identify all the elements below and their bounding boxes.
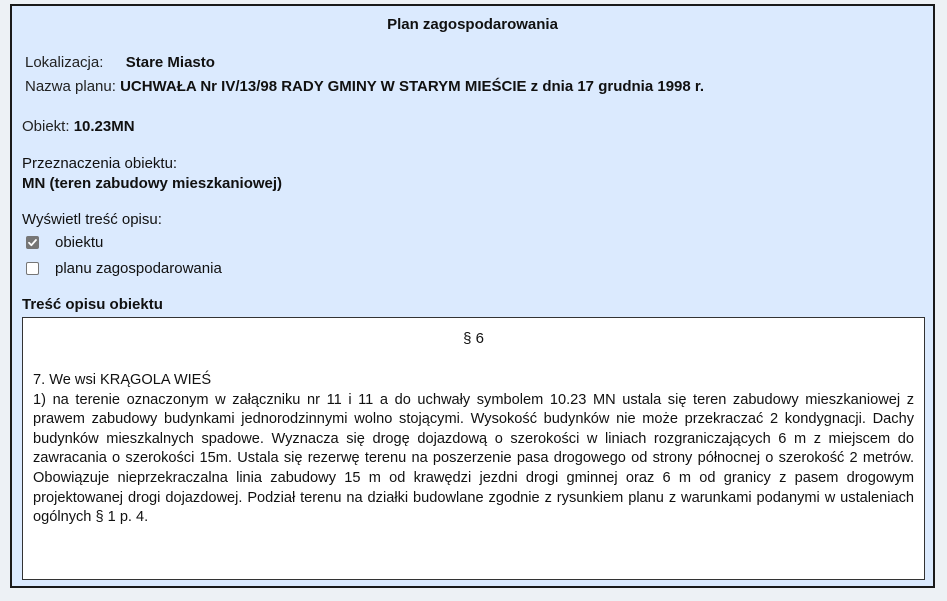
- purpose-value: MN (teren zabudowy mieszkaniowej): [22, 175, 283, 192]
- checkbox-plan-row[interactable]: [26, 260, 222, 277]
- description-text: [33, 371, 914, 528]
- location-value: Stare Miasto: [125, 54, 215, 71]
- plan-name-value: UCHWAŁA Nr IV/13/98 RADY GMINY W STARYM MIEŚCIE z dnia 17 grudnia 1998 r.: [120, 78, 705, 95]
- checkbox-plan[interactable]: [26, 262, 39, 275]
- description-heading: Treść opisu obiektu: [22, 296, 163, 313]
- description-line1: 7. We wsi KRĄGOLA WIEŚ: [33, 372, 212, 388]
- object-value: 10.23MN: [73, 118, 135, 135]
- checkbox-plan-label[interactable]: planu zagospodarowania: [55, 260, 222, 277]
- plan-name-label: Nazwa planu:: [25, 78, 116, 95]
- description-box: [22, 317, 925, 580]
- location-label: Lokalizacja:: [25, 54, 104, 71]
- panel-title: Plan zagospodarowania: [387, 16, 558, 33]
- display-label: Wyświetl treść opisu:: [22, 211, 162, 228]
- checkbox-object-row[interactable]: [26, 234, 103, 251]
- checkmark-icon: [27, 237, 38, 248]
- object-row: [22, 118, 135, 135]
- plan-name-row: [25, 78, 704, 95]
- plan-panel: [10, 4, 935, 588]
- location-row: [25, 54, 215, 71]
- object-label: Obiekt:: [22, 118, 70, 135]
- paragraph-mark: § 6: [463, 330, 484, 347]
- checkbox-object[interactable]: [26, 236, 39, 249]
- checkbox-object-label[interactable]: obiektu: [55, 234, 104, 251]
- description-body: 1) na terenie oznaczonym w załączniku nr 11 i 11 a do uchwały symbolem 10.23 MN ustala się teren zabudowy mieszkaniowej z prawem zabudowy budynkami jednorodzinnymi wolno stojącymi. Wysokość budynków nie może przekraczać 2 kondygnacji. Dachy budynków mieszkalnych spadowe. Wyznacza się drogę dojazdową o szerokości w liniach rozgraniczających 6 m z miejscem do zawracania o szerokości 15m. Ustala się rezerwę terenu na poszerzenie pasa drogowego od strony północnej o szerokość 2 metrów. Obowiązuje nieprzekraczalna linia zabudowy 15 m od krawędzi jezdni drogi gminnej oraz 6 m od granicy z pasem drogowym projektowanej drogi dojazdowej. Podział terenu na działki budowlane zgodnie z rysunkiem planu z warunkami podanymi w ustaleniach ogólnych § 1 p. 4.: [33, 391, 914, 526]
- purpose-label: Przeznaczenia obiektu:: [22, 155, 178, 172]
